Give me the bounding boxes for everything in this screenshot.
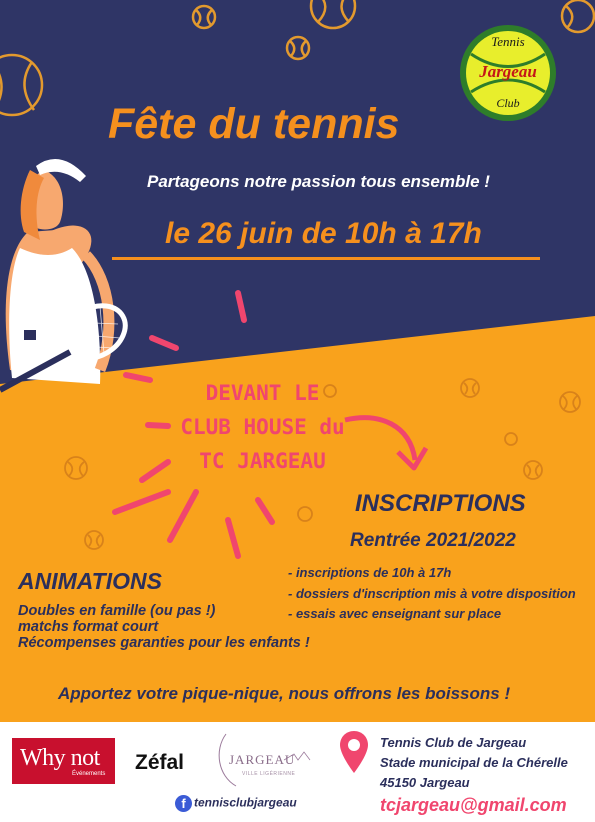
list-item: matchs format court — [18, 619, 159, 635]
club-logo-line3: Club — [496, 96, 520, 110]
facebook-icon: f — [175, 795, 192, 812]
club-address — [380, 733, 568, 793]
sponsor-whynot-sub: Événements — [72, 771, 106, 777]
tennis-club-logo — [459, 24, 557, 122]
list-item: Récompenses garanties pour les enfants ! — [18, 635, 310, 651]
poster-title: Fête du tennis — [108, 100, 400, 148]
inscriptions-list — [288, 563, 576, 625]
list-item: - dossiers d'inscription mis à votre disposition — [288, 585, 576, 601]
facebook-handle: tennisclubjargeau — [194, 795, 297, 810]
event-date: le 26 juin de 10h à 17h — [165, 217, 482, 250]
venue-line: DEVANT LE — [205, 381, 320, 405]
jargeau-logo-text: JARGEAU — [229, 752, 296, 767]
list-item: - inscriptions de 10h à 17h — [288, 565, 452, 580]
inscriptions-subtitle: Rentrée 2021/2022 — [350, 530, 516, 551]
facebook-link[interactable] — [175, 795, 297, 812]
address-line: Tennis Club de Jargeau — [380, 735, 527, 750]
jargeau-logo-sub: VILLE LIGÉRIENNE — [242, 771, 296, 777]
inscriptions-title: INSCRIPTIONS — [355, 490, 526, 517]
picnic-note: Apportez votre pique-nique, nous offrons les boissons ! — [58, 684, 511, 703]
venue-line: CLUB HOUSE du — [180, 415, 345, 439]
sponsor-jargeau-logo — [214, 730, 324, 792]
club-logo-line1: Tennis — [491, 34, 525, 49]
sponsor-whynot-logo — [12, 738, 115, 784]
venue-line: TC JARGEAU — [199, 449, 326, 473]
sponsor-zefal-logo: Zéfal — [135, 751, 185, 774]
location-pin-icon — [340, 731, 368, 778]
address-line: 45150 Jargeau — [380, 775, 470, 790]
address-line: Stade municipal de la Chérelle — [380, 755, 568, 770]
list-item: - essais avec enseignant sur place — [288, 606, 502, 621]
list-item: Doubles en famille (ou pas !) — [18, 603, 216, 619]
poster-subtitle: Partageons notre passion tous ensemble ! — [147, 172, 490, 191]
sponsor-whynot-name: Why not — [20, 745, 100, 771]
club-logo-line2: Jargeau — [479, 62, 537, 81]
venue-block — [150, 376, 375, 478]
animations-title: ANIMATIONS — [18, 568, 162, 594]
date-underline — [112, 257, 540, 260]
animations-list — [18, 603, 310, 651]
contact-email[interactable]: tcjargeau@gmail.com — [380, 795, 567, 815]
